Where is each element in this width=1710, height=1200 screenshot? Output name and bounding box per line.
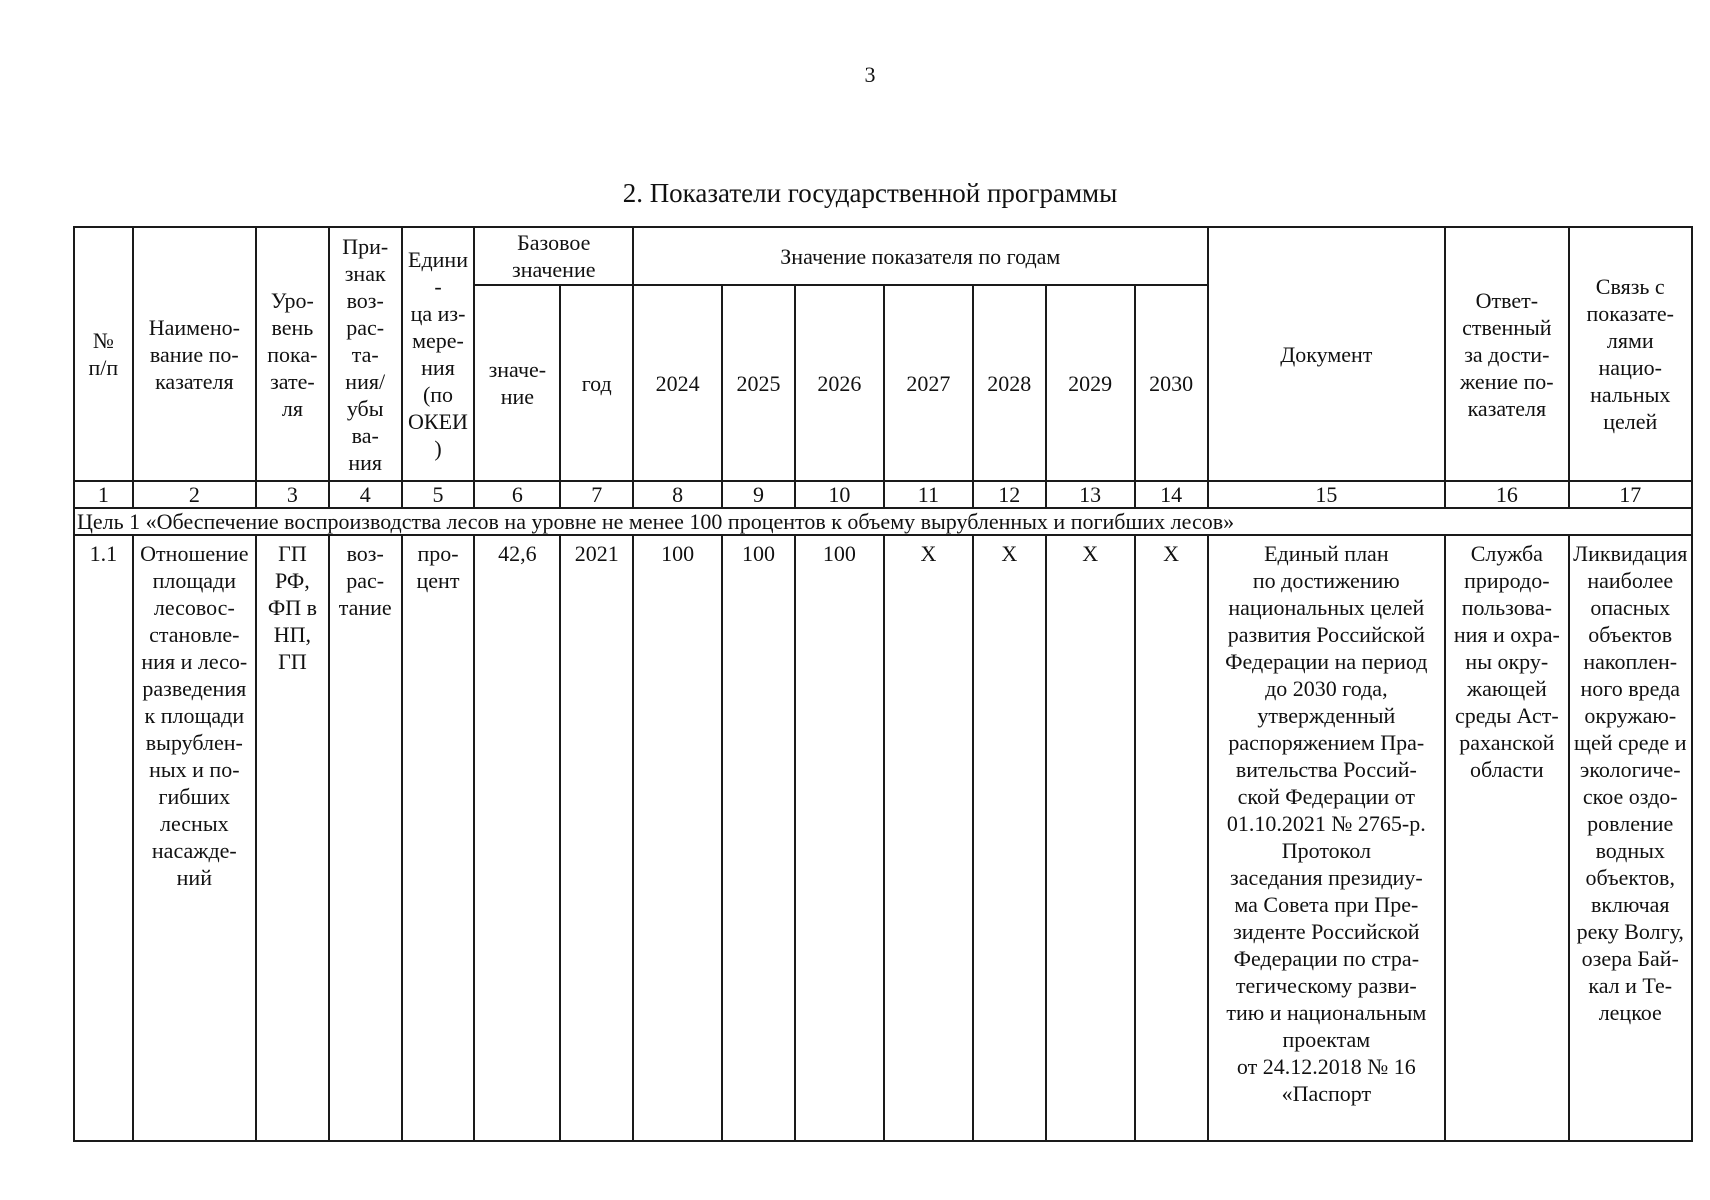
row-growth-sign: воз- рас- тание — [329, 535, 402, 1141]
row-year-value: 100 — [722, 535, 795, 1141]
page-number: 3 — [864, 62, 876, 87]
column-number: 16 — [1445, 481, 1568, 508]
column-number: 9 — [722, 481, 795, 508]
row-base-year: 2021 — [560, 535, 633, 1141]
header-num: № п/п — [74, 227, 133, 481]
column-number: 1 — [74, 481, 133, 508]
header-document: Документ — [1208, 227, 1446, 481]
header-year: 2027 — [884, 285, 973, 481]
header-year: 2030 — [1135, 285, 1208, 481]
header-indicator-level: Уро- вень пока- зате- ля — [256, 227, 329, 481]
header-year: 2028 — [973, 285, 1046, 481]
header-year: 2026 — [795, 285, 884, 481]
header-base-value: Базовое значение — [474, 227, 633, 285]
indicators-table — [73, 226, 1693, 1142]
row-indicator-level: ГП РФ, ФП в НП, ГП — [256, 535, 329, 1141]
row-num: 1.1 — [74, 535, 133, 1141]
goal-row — [74, 508, 1692, 535]
column-number: 4 — [329, 481, 402, 508]
column-number: 2 — [133, 481, 256, 508]
header-year: 2025 — [722, 285, 795, 481]
row-year-value: X — [1046, 535, 1135, 1141]
goal-text: Цель 1 «Обеспечение воспроизводства лесов на уровне не менее 100 процентов к объему вырубленных и погибших лесов» — [74, 508, 1692, 535]
header-growth-sign: При- знак воз- рас- та- ния/ убы ва- ния — [329, 227, 402, 481]
header-base-value-year: год — [560, 285, 633, 481]
column-number: 8 — [633, 481, 722, 508]
table-header-row — [74, 227, 1692, 285]
column-number: 12 — [973, 481, 1046, 508]
column-number: 10 — [795, 481, 884, 508]
document-title: 2. Показатели государственной программы — [622, 178, 1118, 208]
column-number: 7 — [560, 481, 633, 508]
table-row — [74, 535, 1692, 1141]
header-year: 2024 — [633, 285, 722, 481]
row-year-value: X — [973, 535, 1046, 1141]
column-number: 14 — [1135, 481, 1208, 508]
row-year-value: X — [884, 535, 973, 1141]
header-indicator-name: Наимено- вание по- казателя — [133, 227, 256, 481]
column-number: 11 — [884, 481, 973, 508]
header-year: 2029 — [1046, 285, 1135, 481]
row-national-goals-link: Ликвидация наиболее опасных объектов накоплен- ного вреда окружаю- щей среде и экологиче- ское оздо- ровление водных объектов, включая реку Волгу, озера Бай- кал и Те- лецкое — [1569, 535, 1693, 1141]
row-document: Единый план по достижению национальных целей развития Российской Федерации на период до 2030 года, утвержденный распоряжением Пра- вительства Россий- ской Федерации от 01.10.2021 № 2765-р. Протокол заседания президиу- ма Совета при Пре- зиденте Российской Федерации по стра- тегическому разви- тию и национальным проектам от 24.12.2018 № 16 «Паспорт — [1208, 535, 1446, 1141]
header-values-by-year: Значение показателя по годам — [633, 227, 1207, 285]
row-year-value: 100 — [633, 535, 722, 1141]
row-responsible: Служба природо- пользова- ния и охра- ны окру- жающей среды Аст- раханской области — [1445, 535, 1568, 1141]
row-unit: про- цент — [402, 535, 475, 1141]
header-responsible: Ответ- ственный за дости- жение по- казателя — [1445, 227, 1568, 481]
header-base-value-value: значе- ние — [474, 285, 560, 481]
column-number: 13 — [1046, 481, 1135, 508]
column-number: 5 — [402, 481, 475, 508]
row-year-value: 100 — [795, 535, 884, 1141]
column-number: 3 — [256, 481, 329, 508]
row-year-value: X — [1135, 535, 1208, 1141]
column-number-row — [74, 481, 1692, 508]
column-number: 17 — [1569, 481, 1693, 508]
row-indicator-name: Отношение площади лесовос- становле- ния и лесо- разведения к площади вырублен- ных и по- гибших лесных насажде- ний — [133, 535, 256, 1141]
row-base-value: 42,6 — [474, 535, 560, 1141]
header-national-goals-link: Связь с показате- лями нацио- нальных целей — [1569, 227, 1693, 481]
column-number: 15 — [1208, 481, 1446, 508]
header-unit: Едини- ца из- мере- ния (по ОКЕИ) — [402, 227, 475, 481]
column-number: 6 — [474, 481, 560, 508]
